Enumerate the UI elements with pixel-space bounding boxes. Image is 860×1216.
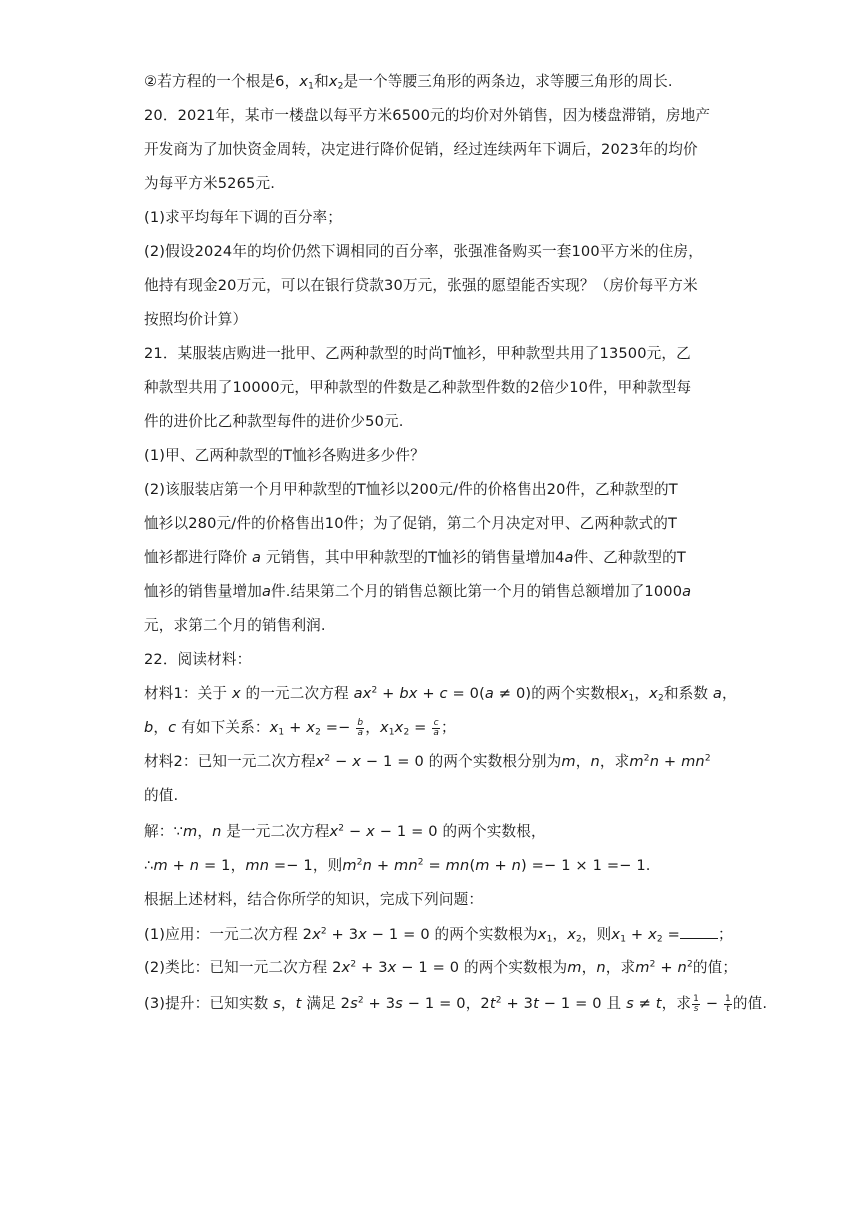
q22-material2-line1: 材料2：已知一元二次方程$x^2 - x - 1 = 0$ 的两个实数根分别为m，n，求$m^2n + mn^2$ bbox=[144, 753, 711, 770]
q21-part2-line3: 恤衫都进行降价 a 元销售，其中甲种款型的T恤衫的销售量增加4a件、乙种款型的T bbox=[144, 549, 686, 566]
fraction-b-over-a: $\frac{b}{a}$ bbox=[357, 717, 364, 738]
q22-material1-line2: b，c 有如下关系：$x_1 + x_2$ =− $\frac{b}{a}$ ，$x_1x_2$ = $\frac{c}{a}$ ； bbox=[144, 717, 456, 738]
q20-stem-line2: 开发商为了加快资金周转，决定进行降价促销，经过连续两年下调后，2023年的均价 bbox=[144, 141, 698, 158]
q21-part2-line2: 恤衫以280元/件的价格售出10件；为了促销，第二个月决定对甲、乙两种款式的T bbox=[144, 515, 678, 532]
q21-part2-line5: 元，求第二个月的销售利润. bbox=[144, 617, 326, 634]
q21-stem-line2: 种款型共用了10000元，甲种款型的件数是乙种款型件数的2倍少10件，甲种款型每 bbox=[144, 379, 692, 396]
q22-solution-line1: 解：∵m，n 是一元二次方程$x^2 - x - 1 = 0$ 的两个实数根， bbox=[144, 823, 546, 840]
q20-part2-line1: (2)假设2024年的均价仍然下调相同的百分率，张强准备购买一套100平方米的住房， bbox=[144, 243, 703, 260]
q21-stem-line1: 21．某服装店购进一批甲、乙两种款型的时尚T恤衫，甲种款型共用了13500元，乙 bbox=[144, 345, 691, 362]
q20-stem-line3: 为每平方米5265元. bbox=[144, 175, 275, 192]
q22-material1-line1: 材料1：关于 x 的一元二次方程 $ax^2$ + bx + c = 0(a ≠ 0)的两个实数根$x_1$，$x_2$和系数 a， bbox=[144, 685, 737, 704]
q19-part2: ②若方程的一个根是6，$x_1$和$x_2$是一个等腰三角形的两条边，求等腰三角形的周长. bbox=[144, 73, 673, 92]
fraction-1-over-s: $\frac{1}{s}$ bbox=[693, 993, 700, 1014]
q22-part2: (2)类比：已知一元二次方程 $2x^2 + 3x - 1 = 0$ 的两个实数根为m，n，求$m^2 + n^2$的值； bbox=[144, 959, 738, 976]
q22-title: 22．阅读材料： bbox=[144, 651, 252, 668]
q22-intro: 根据上述材料，结合你所学的知识，完成下列问题： bbox=[144, 891, 484, 908]
q19-text-a: ②若方程的一个根是6， bbox=[144, 73, 300, 90]
q22-solution-line2: ∴m + n = 1，mn =− 1，则$m^2n + mn^2 = mn(m + n) =- 1 \times 1 =- 1$. bbox=[144, 857, 651, 874]
q20-part2-line3: 按照均价计算） bbox=[144, 311, 248, 328]
q22-material2-line2: 的值. bbox=[144, 787, 179, 804]
q20-part1: (1)求平均每年下调的百分率； bbox=[144, 209, 343, 226]
fraction-c-over-a: $\frac{c}{a}$ bbox=[433, 717, 440, 738]
q21-part2-line1: (2)该服装店第一个月甲种款型的T恤衫以200元/件的价格售出20件，乙种款型的T bbox=[144, 481, 678, 498]
answer-blank[interactable] bbox=[680, 924, 718, 939]
q20-stem-line1: 20．2021年，某市一楼盘以每平方米6500元的均价对外销售，因为楼盘滞销，房地产 bbox=[144, 107, 711, 124]
q22-part1: (1)应用：一元二次方程 $2x^2 + 3x - 1 = 0$ 的两个实数根为$x_1$，$x_2$，则$x_1 + x_2$ = ； bbox=[144, 926, 733, 945]
q21-part2-line4: 恤衫的销售量增加a件.结果第二个月的销售总额比第一个月的销售总额增加了1000a bbox=[144, 583, 692, 600]
q20-part2-line2: 他持有现金20万元，可以在银行贷款30万元，张强的愿望能否实现？（房价每平方米 bbox=[144, 277, 698, 294]
q21-part1: (1)甲、乙两种款型的T恤衫各购进多少件？ bbox=[144, 447, 425, 464]
q21-stem-line3: 件的进价比乙种款型每件的进价少50元. bbox=[144, 413, 404, 430]
fraction-1-over-t: $\frac{1}{t}$ bbox=[725, 993, 731, 1014]
q22-part3: (3)提升：已知实数 s，t 满足 $2s^2 + 3s - 1 = 0$，$2t^2 + 3t - 1 = 0$ 且 s ≠ t，求 $\frac{1}{s}$ − $\frac{1}{t}$ 的值. bbox=[144, 993, 768, 1014]
